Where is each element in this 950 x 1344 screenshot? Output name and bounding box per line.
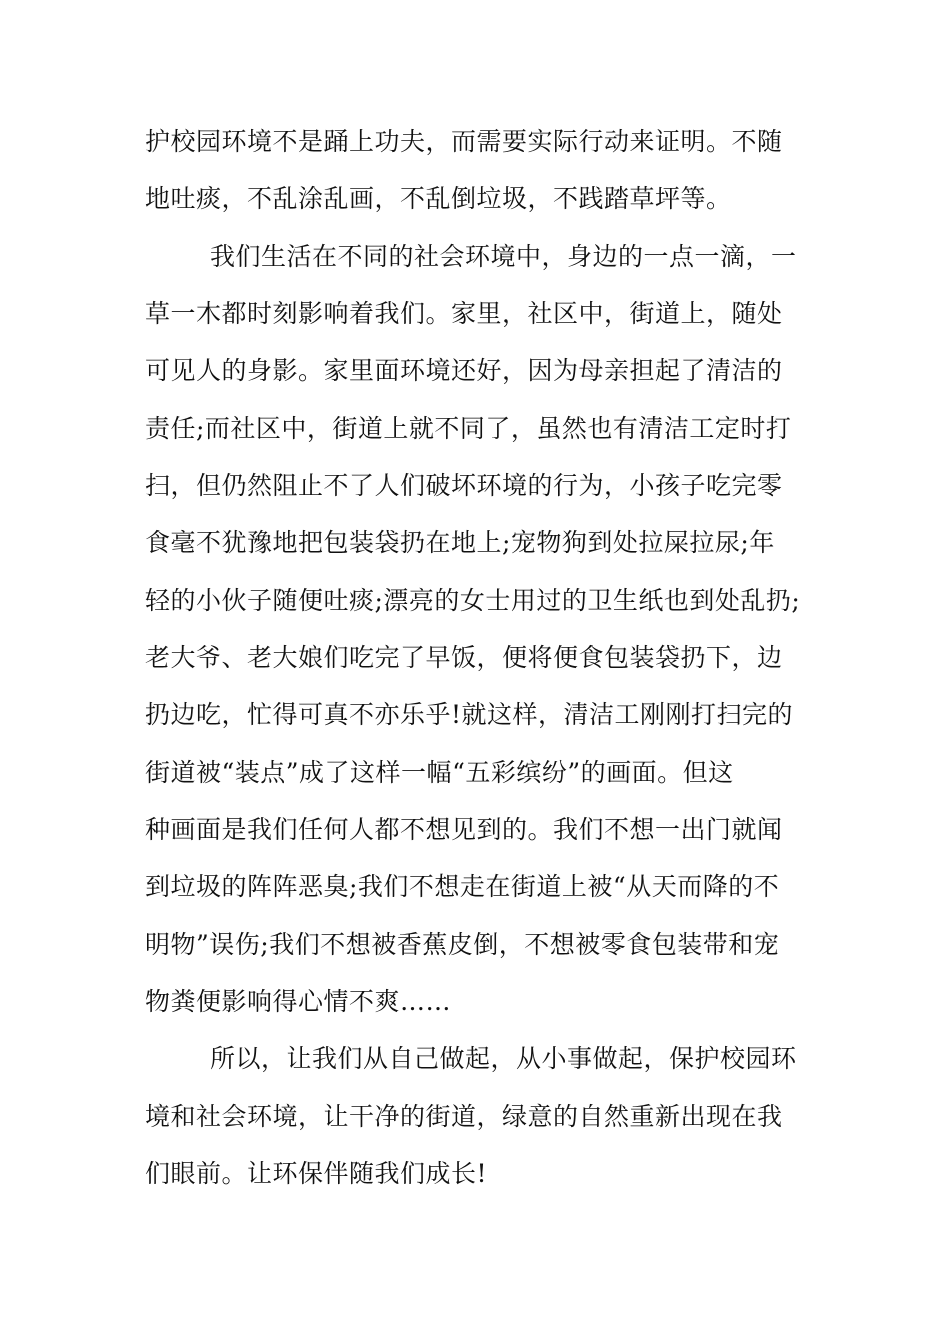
paragraph-2-line-5: 扫，但仍然阻止不了人们破坏环境的行为，小孩子吃完零 xyxy=(145,471,783,500)
paragraph-2-line-12: 到垃圾的阵阵恶臭;我们不想走在街道上被“从天而降的不 xyxy=(145,872,780,901)
paragraph-2-line-4: 责任;而社区中，街道上就不同了，虽然也有清洁工定时打 xyxy=(145,414,792,443)
paragraph-2-line-6: 食毫不犹豫地把包装袋扔在地上;宠物狗到处拉屎拉尿;年 xyxy=(145,528,775,557)
paragraph-2-line-10: 街道被“装点”成了这样一幅“五彩缤纷”的画面。但这 xyxy=(145,758,734,787)
paragraph-2-line-1: 我们生活在不同的社会环境中，身边的一点一滴，一 xyxy=(210,242,797,271)
paragraph-1-line-1: 护校园环境不是踊上功夫，而需要实际行动来证明。不随 xyxy=(145,127,783,156)
paragraph-2-line-7: 轻的小伙子随便吐痰;漂亮的女士用过的卫生纸也到处乱扔; xyxy=(145,586,801,615)
paragraph-2-line-14: 物粪便影响得心情不爽…… xyxy=(145,987,452,1016)
paragraph-2-line-11: 种画面是我们任何人都不想见到的。我们不想一出门就闻 xyxy=(145,815,783,844)
paragraph-3-line-3: 们眼前。让环保伴随我们成长! xyxy=(145,1159,488,1188)
paragraph-3-line-2: 境和社会环境，让干净的街道，绿意的自然重新出现在我 xyxy=(145,1102,783,1131)
paragraph-2-line-9: 扔边吃，忙得可真不亦乐乎!就这样，清洁工刚刚打扫完的 xyxy=(145,700,794,729)
paragraph-2-line-13: 明物”误伤;我们不想被香蕉皮倒，不想被零食包装带和宠 xyxy=(145,930,780,959)
paragraph-2-line-2: 草一木都时刻影响着我们。家里，社区中，街道上，随处 xyxy=(145,299,783,328)
paragraph-3-line-1: 所以，让我们从自己做起，从小事做起，保护校园环 xyxy=(210,1044,797,1073)
paragraph-1-line-2: 地吐痰，不乱涂乱画，不乱倒垃圾，不践踏草坪等。 xyxy=(145,184,732,213)
paragraph-2-line-3: 可见人的身影。家里面环境还好，因为母亲担起了清洁的 xyxy=(145,356,783,385)
paragraph-2-line-8: 老大爷、老大娘们吃完了早饭，便将便食包装袋扔下，边 xyxy=(145,643,783,672)
